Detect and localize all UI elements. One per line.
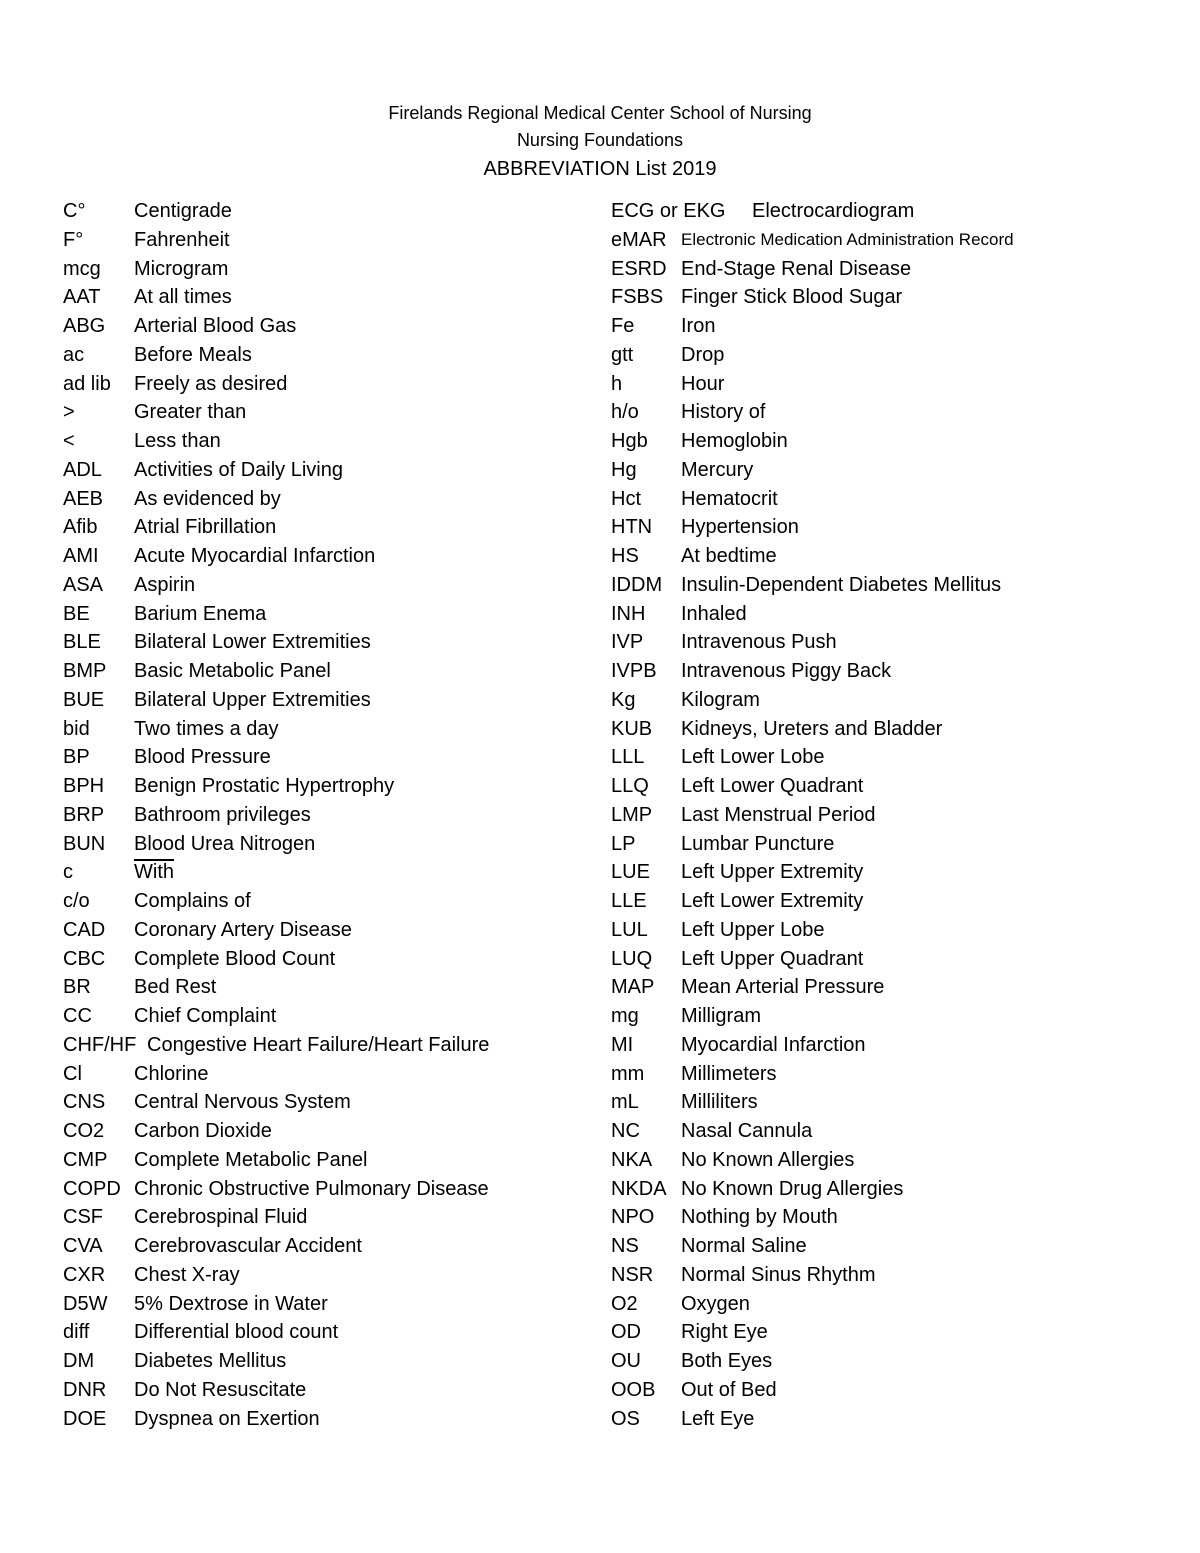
abbreviation-definition: Microgram <box>134 257 229 280</box>
abbreviation-term: BE <box>63 602 90 625</box>
abbreviation-definition: Bilateral Lower Extremities <box>134 631 371 654</box>
abbreviation-definition: History of <box>681 401 766 424</box>
abbreviation-entry <box>63 1318 583 1347</box>
abbreviation-entry <box>611 686 1171 715</box>
abbreviation-term: MI <box>611 1033 634 1056</box>
abbreviation-entry <box>611 600 1171 629</box>
abbreviation-entry <box>63 1146 583 1175</box>
abbreviation-entry <box>611 916 1171 945</box>
abbreviation-definition: As evidenced by <box>134 487 281 510</box>
abbreviation-entry <box>63 1002 583 1031</box>
abbreviation-entry <box>611 772 1171 801</box>
abbreviation-definition: Hypertension <box>681 516 799 539</box>
abbreviation-definition: Left Lower Quadrant <box>681 775 864 797</box>
abbreviation-definition: Intravenous Push <box>681 631 837 654</box>
abbreviation-definition: Cerebrospinal Fluid <box>134 1206 308 1229</box>
abbreviation-definition: Kilogram <box>681 688 760 711</box>
abbreviation-term: CHF/HF <box>63 1033 137 1056</box>
abbreviation-term: LLL <box>611 746 645 769</box>
abbreviation-entry <box>63 283 583 312</box>
abbreviation-entry <box>611 743 1171 772</box>
document-header <box>0 100 1200 184</box>
abbreviation-definition: Complete Blood Count <box>134 947 336 970</box>
abbreviation-entry <box>611 312 1171 341</box>
abbreviation-definition: Nothing by Mouth <box>681 1206 838 1229</box>
left-abbreviation-column <box>63 197 583 1433</box>
abbreviation-term: ESRD <box>611 257 667 280</box>
abbreviation-definition: Activities of Daily Living <box>134 458 343 481</box>
abbreviation-entry <box>63 571 583 600</box>
abbreviation-entry <box>63 312 583 341</box>
abbreviation-entry <box>611 341 1171 370</box>
abbreviation-entry <box>611 255 1171 284</box>
abbreviation-definition: Hematocrit <box>681 487 778 510</box>
abbreviation-definition: Mercury <box>681 458 754 481</box>
abbreviation-term: CAD <box>63 918 106 941</box>
abbreviation-entry <box>63 1347 583 1376</box>
abbreviation-entry <box>63 1261 583 1290</box>
abbreviation-definition: Normal Saline <box>681 1235 807 1257</box>
abbreviation-definition: Left Upper Extremity <box>681 861 864 884</box>
abbreviation-term: ad lib <box>63 372 111 395</box>
abbreviation-entry <box>611 1031 1171 1060</box>
abbreviation-definition: End-Stage Renal Disease <box>681 257 912 280</box>
abbreviation-entry <box>63 427 583 456</box>
abbreviation-term: NPO <box>611 1206 655 1229</box>
abbreviation-definition: Kidneys, Ureters and Bladder <box>681 717 943 740</box>
abbreviation-entry <box>63 801 583 830</box>
abbreviation-definition: Intravenous Piggy Back <box>681 660 892 682</box>
abbreviation-definition: Central Nervous System <box>134 1091 351 1114</box>
abbreviation-entry <box>611 1146 1171 1175</box>
abbreviation-entry <box>63 715 583 744</box>
abbreviation-definition: At all times <box>134 286 232 309</box>
abbreviation-definition: Left Lower Lobe <box>681 746 825 769</box>
abbreviation-entry <box>611 1088 1171 1117</box>
abbreviation-definition: Benign Prostatic Hypertrophy <box>134 775 395 797</box>
abbreviation-entry <box>63 916 583 945</box>
abbreviation-term: CMP <box>63 1148 108 1171</box>
abbreviation-definition: At bedtime <box>681 545 777 567</box>
abbreviation-entry <box>611 628 1171 657</box>
abbreviation-definition: Out of Bed <box>681 1378 777 1401</box>
abbreviation-entry <box>611 197 1171 226</box>
abbreviation-term: HTN <box>611 516 653 539</box>
abbreviation-definition: Nasal Cannula <box>681 1120 813 1142</box>
abbreviation-term: OU <box>611 1350 641 1372</box>
abbreviation-term: Hct <box>611 487 641 510</box>
abbreviation-entry <box>611 485 1171 514</box>
abbreviation-entry <box>611 1117 1171 1146</box>
abbreviation-term: DM <box>63 1350 95 1372</box>
abbreviation-entry <box>63 657 583 686</box>
abbreviation-term: BUE <box>63 688 105 711</box>
abbreviation-term: mL <box>611 1091 639 1114</box>
abbreviation-term: CO2 <box>63 1120 105 1142</box>
abbreviation-entry <box>611 1060 1171 1089</box>
abbreviation-entry <box>611 1232 1171 1261</box>
abbreviation-entry <box>611 1347 1171 1376</box>
abbreviation-entry <box>611 657 1171 686</box>
abbreviation-entry <box>63 370 583 399</box>
abbreviation-definition: Cerebrovascular Accident <box>134 1235 362 1257</box>
abbreviation-term: LLQ <box>611 775 649 797</box>
abbreviation-entry <box>611 226 1171 255</box>
abbreviation-entry <box>611 1261 1171 1290</box>
abbreviation-term: MAP <box>611 976 655 999</box>
abbreviation-term: mg <box>611 1005 639 1027</box>
abbreviation-definition: Inhaled <box>681 602 747 625</box>
abbreviation-term: IVP <box>611 631 644 654</box>
abbreviation-term: Hgb <box>611 430 648 452</box>
abbreviation-definition: 5% Dextrose in Water <box>134 1292 328 1315</box>
abbreviation-entry <box>611 830 1171 859</box>
abbreviation-entry <box>611 427 1171 456</box>
abbreviation-entry <box>63 858 583 887</box>
abbreviation-definition: Two times a day <box>134 717 279 740</box>
abbreviation-term: O2 <box>611 1292 638 1315</box>
abbreviation-term: LMP <box>611 803 653 826</box>
abbreviation-definition: Do Not Resuscitate <box>134 1378 307 1401</box>
abbreviation-entry <box>63 1060 583 1089</box>
abbreviation-term: C° <box>63 200 86 222</box>
abbreviation-entry <box>63 1405 583 1434</box>
abbreviation-entry <box>611 283 1171 312</box>
abbreviation-entry <box>611 398 1171 427</box>
abbreviation-term: CVA <box>63 1235 103 1257</box>
abbreviation-entry <box>63 772 583 801</box>
abbreviation-definition: Electronic Medication Administration Record <box>681 229 1014 249</box>
abbreviation-term: eMAR <box>611 228 667 251</box>
abbreviation-entry <box>63 1232 583 1261</box>
abbreviation-term: LUL <box>611 918 648 941</box>
abbreviation-definition: Bathroom privileges <box>134 803 311 826</box>
abbreviation-entry <box>611 1376 1171 1405</box>
abbreviation-definition: Normal Sinus Rhythm <box>681 1263 876 1286</box>
abbreviation-entry <box>63 1031 583 1060</box>
abbreviation-term: Hg <box>611 458 637 481</box>
abbreviation-term: c <box>63 861 73 884</box>
abbreviation-entry <box>611 1175 1171 1204</box>
abbreviation-term: BUN <box>63 832 106 855</box>
abbreviation-definition: Last Menstrual Period <box>681 803 876 826</box>
abbreviation-entry <box>63 398 583 427</box>
abbreviation-entry <box>63 255 583 284</box>
abbreviation-definition: Fahrenheit <box>134 228 230 251</box>
abbreviation-definition: Bed Rest <box>134 976 217 999</box>
abbreviation-definition: Right Eye <box>681 1321 768 1344</box>
abbreviation-definition: Iron <box>681 315 716 337</box>
abbreviation-term: BRP <box>63 803 105 826</box>
abbreviation-term: Kg <box>611 688 636 711</box>
abbreviation-term: ADL <box>63 458 102 481</box>
abbreviation-term: KUB <box>611 717 653 740</box>
abbreviation-entry <box>63 197 583 226</box>
abbreviation-definition: Before Meals <box>134 343 252 366</box>
abbreviation-term: BPH <box>63 775 105 797</box>
abbreviation-definition: Chief Complaint <box>134 1005 277 1027</box>
abbreviation-entry <box>611 571 1171 600</box>
abbreviation-entry <box>63 600 583 629</box>
abbreviation-definition: Left Lower Extremity <box>681 890 864 912</box>
abbreviation-term: Afib <box>63 516 98 539</box>
abbreviation-definition: Coronary Artery Disease <box>134 918 352 941</box>
abbreviation-term: DNR <box>63 1378 107 1401</box>
abbreviation-definition: With <box>134 861 174 884</box>
abbreviation-definition: Left Eye <box>681 1407 755 1430</box>
abbreviation-definition: Complains of <box>134 890 251 912</box>
abbreviation-entry <box>611 858 1171 887</box>
abbreviation-term: FSBS <box>611 286 664 309</box>
abbreviation-term: NSR <box>611 1263 654 1286</box>
abbreviation-entry <box>611 456 1171 485</box>
abbreviation-definition: Left Upper Quadrant <box>681 947 864 970</box>
abbreviation-term: LUQ <box>611 947 653 970</box>
abbreviation-term: CSF <box>63 1206 103 1229</box>
abbreviation-term: HS <box>611 545 639 567</box>
abbreviation-term: mcg <box>63 257 101 280</box>
abbreviation-definition: Chronic Obstructive Pulmonary Disease <box>134 1177 489 1200</box>
abbreviation-term: h/o <box>611 401 639 424</box>
abbreviation-entry <box>63 485 583 514</box>
abbreviation-entry <box>63 1290 583 1319</box>
right-abbreviation-column <box>611 197 1171 1433</box>
abbreviation-definition: No Known Allergies <box>681 1148 855 1171</box>
abbreviation-term: AEB <box>63 487 104 510</box>
abbreviation-entry <box>611 973 1171 1002</box>
abbreviation-term: OD <box>611 1321 641 1344</box>
abbreviation-definition: Drop <box>681 343 725 366</box>
abbreviation-entry <box>63 1117 583 1146</box>
document-title: ABBREVIATION List 2019 <box>483 158 717 180</box>
abbreviation-definition: Chlorine <box>134 1062 209 1085</box>
abbreviation-entry <box>63 887 583 916</box>
abbreviation-entry <box>63 686 583 715</box>
abbreviation-definition: Myocardial Infarction <box>681 1033 866 1056</box>
abbreviation-entry <box>63 945 583 974</box>
abbreviation-term: NKDA <box>611 1177 667 1200</box>
abbreviation-definition: Arterial Blood Gas <box>134 315 297 337</box>
abbreviation-entry <box>63 456 583 485</box>
abbreviation-term: NC <box>611 1120 640 1142</box>
abbreviation-entry <box>611 887 1171 916</box>
abbreviation-definition: Electrocardiogram <box>752 200 915 222</box>
abbreviation-term: bid <box>63 717 90 740</box>
abbreviation-term: ASA <box>63 573 104 596</box>
abbreviation-term: < <box>63 430 75 452</box>
abbreviation-entry <box>63 341 583 370</box>
abbreviation-term: AMI <box>63 545 99 567</box>
abbreviation-definition: Blood Urea Nitrogen <box>134 832 316 855</box>
abbreviation-definition: Both Eyes <box>681 1350 773 1372</box>
abbreviation-term: diff <box>63 1321 90 1344</box>
abbreviation-entry <box>611 370 1171 399</box>
abbreviation-definition: Atrial Fibrillation <box>134 516 277 539</box>
abbreviation-term: F° <box>63 228 84 251</box>
abbreviation-entry <box>63 830 583 859</box>
abbreviation-term: LUE <box>611 861 650 884</box>
abbreviation-term: BR <box>63 976 91 999</box>
abbreviation-definition: Aspirin <box>134 573 196 596</box>
abbreviation-term: BMP <box>63 660 107 682</box>
abbreviation-definition: Lumbar Puncture <box>681 832 835 855</box>
abbreviation-entry <box>63 513 583 542</box>
abbreviation-definition: Finger Stick Blood Sugar <box>681 286 903 309</box>
abbreviation-definition: Milliliters <box>681 1091 758 1114</box>
abbreviation-term: ECG or EKG <box>611 200 726 222</box>
abbreviation-definition: Milligram <box>681 1005 761 1027</box>
abbreviation-definition: Chest X-ray <box>134 1263 240 1286</box>
abbreviation-definition: Millimeters <box>681 1062 777 1085</box>
abbreviation-definition: Insulin-Dependent Diabetes Mellitus <box>681 573 1002 596</box>
abbreviation-definition: Centigrade <box>134 200 232 222</box>
abbreviation-entry <box>63 628 583 657</box>
abbreviation-entry <box>63 1175 583 1204</box>
abbreviation-term: OS <box>611 1407 640 1430</box>
abbreviation-term: gtt <box>611 343 634 366</box>
institution-name: Firelands Regional Medical Center School of Nursing <box>388 103 812 123</box>
abbreviation-term: ABG <box>63 315 106 337</box>
abbreviation-term: CC <box>63 1005 92 1027</box>
abbreviation-term: CNS <box>63 1091 106 1114</box>
abbreviation-term: CBC <box>63 947 106 970</box>
abbreviation-term: NKA <box>611 1148 653 1171</box>
abbreviation-term: CXR <box>63 1263 106 1286</box>
abbreviation-entry <box>63 1203 583 1232</box>
abbreviation-entry <box>611 715 1171 744</box>
abbreviation-entry <box>611 1405 1171 1434</box>
abbreviation-entry <box>63 743 583 772</box>
abbreviation-term: Cl <box>63 1062 82 1085</box>
abbreviation-term: DOE <box>63 1407 107 1430</box>
abbreviation-term: LP <box>611 832 636 855</box>
abbreviation-entry <box>63 226 583 255</box>
abbreviation-definition: Basic Metabolic Panel <box>134 660 331 682</box>
abbreviation-term: > <box>63 401 75 424</box>
abbreviation-term: BP <box>63 746 90 769</box>
abbreviation-entry <box>611 1203 1171 1232</box>
abbreviation-definition: Mean Arterial Pressure <box>681 976 885 999</box>
abbreviation-term: ac <box>63 343 85 366</box>
abbreviation-term: COPD <box>63 1177 121 1200</box>
abbreviation-definition: Acute Myocardial Infarction <box>134 545 376 567</box>
abbreviation-definition: Complete Metabolic Panel <box>134 1148 368 1171</box>
abbreviation-definition: Less than <box>134 430 221 452</box>
abbreviation-definition: Oxygen <box>681 1292 750 1315</box>
abbreviation-term: AAT <box>63 286 101 309</box>
abbreviation-definition: Hemoglobin <box>681 430 788 452</box>
abbreviation-term: IVPB <box>611 660 657 682</box>
abbreviation-term: c/o <box>63 890 90 912</box>
abbreviation-definition: Freely as desired <box>134 372 288 395</box>
abbreviation-entry <box>63 1088 583 1117</box>
abbreviation-definition: Diabetes Mellitus <box>134 1350 287 1372</box>
abbreviation-definition: Blood Pressure <box>134 746 271 769</box>
abbreviation-term: Fe <box>611 315 635 337</box>
abbreviation-definition: Differential blood count <box>134 1321 339 1344</box>
abbreviation-entry <box>611 1318 1171 1347</box>
abbreviation-entry <box>611 1002 1171 1031</box>
abbreviation-entry <box>611 1290 1171 1319</box>
abbreviation-definition: Carbon Dioxide <box>134 1120 272 1142</box>
abbreviation-entry <box>611 542 1171 571</box>
abbreviation-term: NS <box>611 1235 639 1257</box>
abbreviation-entry <box>611 801 1171 830</box>
abbreviation-entry <box>63 1376 583 1405</box>
abbreviation-term: BLE <box>63 631 101 654</box>
abbreviation-term: LLE <box>611 890 647 912</box>
abbreviation-entry <box>63 973 583 1002</box>
abbreviation-entry <box>63 542 583 571</box>
abbreviation-definition: Barium Enema <box>134 602 267 625</box>
course-name: Nursing Foundations <box>516 130 684 150</box>
abbreviation-term: OOB <box>611 1378 656 1401</box>
abbreviation-definition: No Known Drug Allergies <box>681 1177 904 1200</box>
abbreviation-term: mm <box>611 1062 645 1085</box>
abbreviation-term: IDDM <box>611 573 663 596</box>
abbreviation-term: INH <box>611 602 646 625</box>
abbreviation-definition: Hour <box>681 372 725 395</box>
abbreviation-entry <box>611 513 1171 542</box>
abbreviation-definition: Greater than <box>134 401 247 424</box>
abbreviation-definition: Congestive Heart Failure/Heart Failure <box>147 1033 490 1056</box>
abbreviation-definition: Bilateral Upper Extremities <box>134 688 371 711</box>
abbreviation-entry <box>611 945 1171 974</box>
abbreviation-definition: Left Upper Lobe <box>681 918 825 941</box>
abbreviation-term: h <box>611 372 623 395</box>
abbreviation-definition: Dyspnea on Exertion <box>134 1407 320 1430</box>
abbreviation-term: D5W <box>63 1292 108 1315</box>
